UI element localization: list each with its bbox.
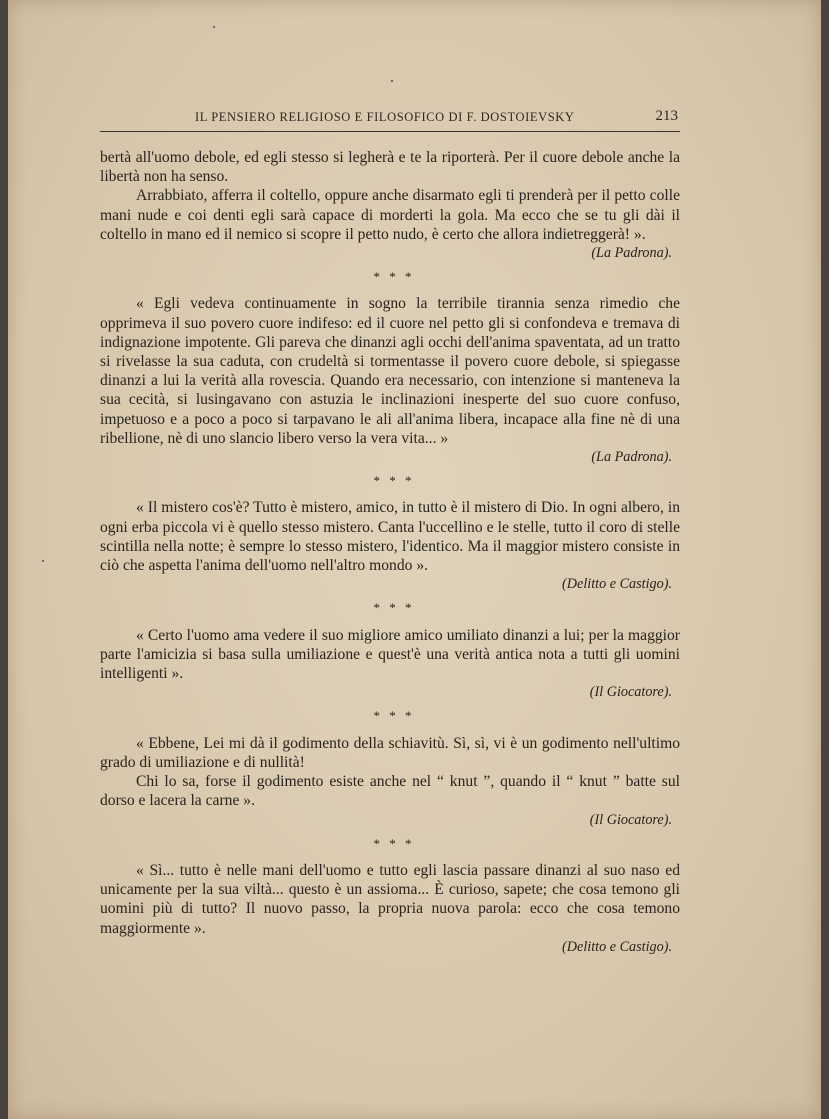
paper-speck xyxy=(42,560,44,562)
paper-speck xyxy=(391,80,393,82)
paragraph: « Certo l'uomo ama vedere il suo migliore amico umiliato dinanzi a lui; per la maggior parte l'amicizia si basa sulla umiliazione e quest'è una verità antica nota a tutti gli uomini intelligenti ». xyxy=(100,626,680,683)
section-separator: * * * xyxy=(373,708,415,724)
paragraph: Chi lo sa, forse il godimento esiste anche nel “ knut ”, quando il “ knut ” batte sul dorso e lacera la carne ». xyxy=(100,773,680,810)
section-separator: * * * xyxy=(373,473,415,489)
page-number: 213 xyxy=(655,108,678,124)
source-citation: (Il Giocatore). xyxy=(589,811,672,828)
paragraph: « Sì... tutto è nelle mani dell'uomo e tutto egli lascia passare dinanzi al suo naso ed unicamente per la sua viltà... questo è un assioma... È curioso, sapete; che cosa temono gli uomini più di tutto? Il nuovo passo, la propria nuova parola: ecco che cosa temono maggiormente ». xyxy=(100,861,680,937)
source-citation: (La Padrona). xyxy=(591,449,672,466)
paragraph: « Ebbene, Lei mi dà il godimento della schiavitù. Sì, sì, vi è un godimento nell'ultimo grado di umiliazione e di nullità! xyxy=(100,734,680,771)
section-separator: * * * xyxy=(373,269,415,285)
paragraph: bertà all'uomo debole, ed egli stesso si legherà e te la riporterà. Per il cuore debole anche la libertà non ha senso. xyxy=(100,149,680,186)
paragraph: « Il mistero cos'è? Tutto è mistero, amico, in tutto è il mistero di Dio. In ogni albero, in ogni erba piccola vi è quello stesso mistero. Canta l'uccellino e le stelle, tutto il coro di stelle scintilla nella notte; è sempre lo stesso mistero, l'identico. Ma il maggior mistero consiste in ciò che aspetta l'anima dell'uomo nell'altro mondo ». xyxy=(100,499,680,575)
paper-speck xyxy=(213,26,215,28)
header-rule xyxy=(100,131,680,132)
source-citation: (Delitto e Castigo). xyxy=(562,576,672,593)
paragraph: « Egli vedeva continuamente in sogno la terribile tirannia senza rimedio che opprimeva il suo povero cuore indifeso: ed il cuore nel petto gli si confondeva e tremava di indignazione impotente. Gli pareva che dinanzi agli occhi dell'anima spaventata, ad un tratto si rivelasse la sua caduta, con crudeltà si tormentasse il povero cuore debole, si spiegasse dinanzi a lui la verità alla rovescia. Quando era necessario, con intenzione si manteneva la sua cecità, si lusingavano con astuzia le inclinazioni inesperte del suo cuore confuso, impetuoso e a poco a poco si tarpavano le ali all'anima libera, incapace alla fine nè di una ribellione, nè di uno slancio libero verso la vera vita... » xyxy=(100,295,680,447)
source-citation: (Delitto e Castigo). xyxy=(562,938,672,955)
paragraph: Arrabbiato, afferra il coltello, oppure anche disarmato egli ti prenderà per il petto colle mani nude e coi denti egli sarà capace di morderti la gola. Ma ecco che se tu gli dài il coltello in mano ed il nemico si scopre il petto nudo, è certo che allora indietreggerà! ». xyxy=(100,187,680,243)
section-separator: * * * xyxy=(373,600,415,616)
source-citation: (La Padrona). xyxy=(591,245,672,262)
book-page xyxy=(8,0,821,1119)
section-separator: * * * xyxy=(373,835,415,851)
source-citation: (Il Giocatore). xyxy=(589,684,672,701)
running-title: IL PENSIERO RELIGIOSO E FILOSOFICO DI F. DOSTOIEVSKY xyxy=(195,110,575,124)
body-text xyxy=(100,148,680,961)
